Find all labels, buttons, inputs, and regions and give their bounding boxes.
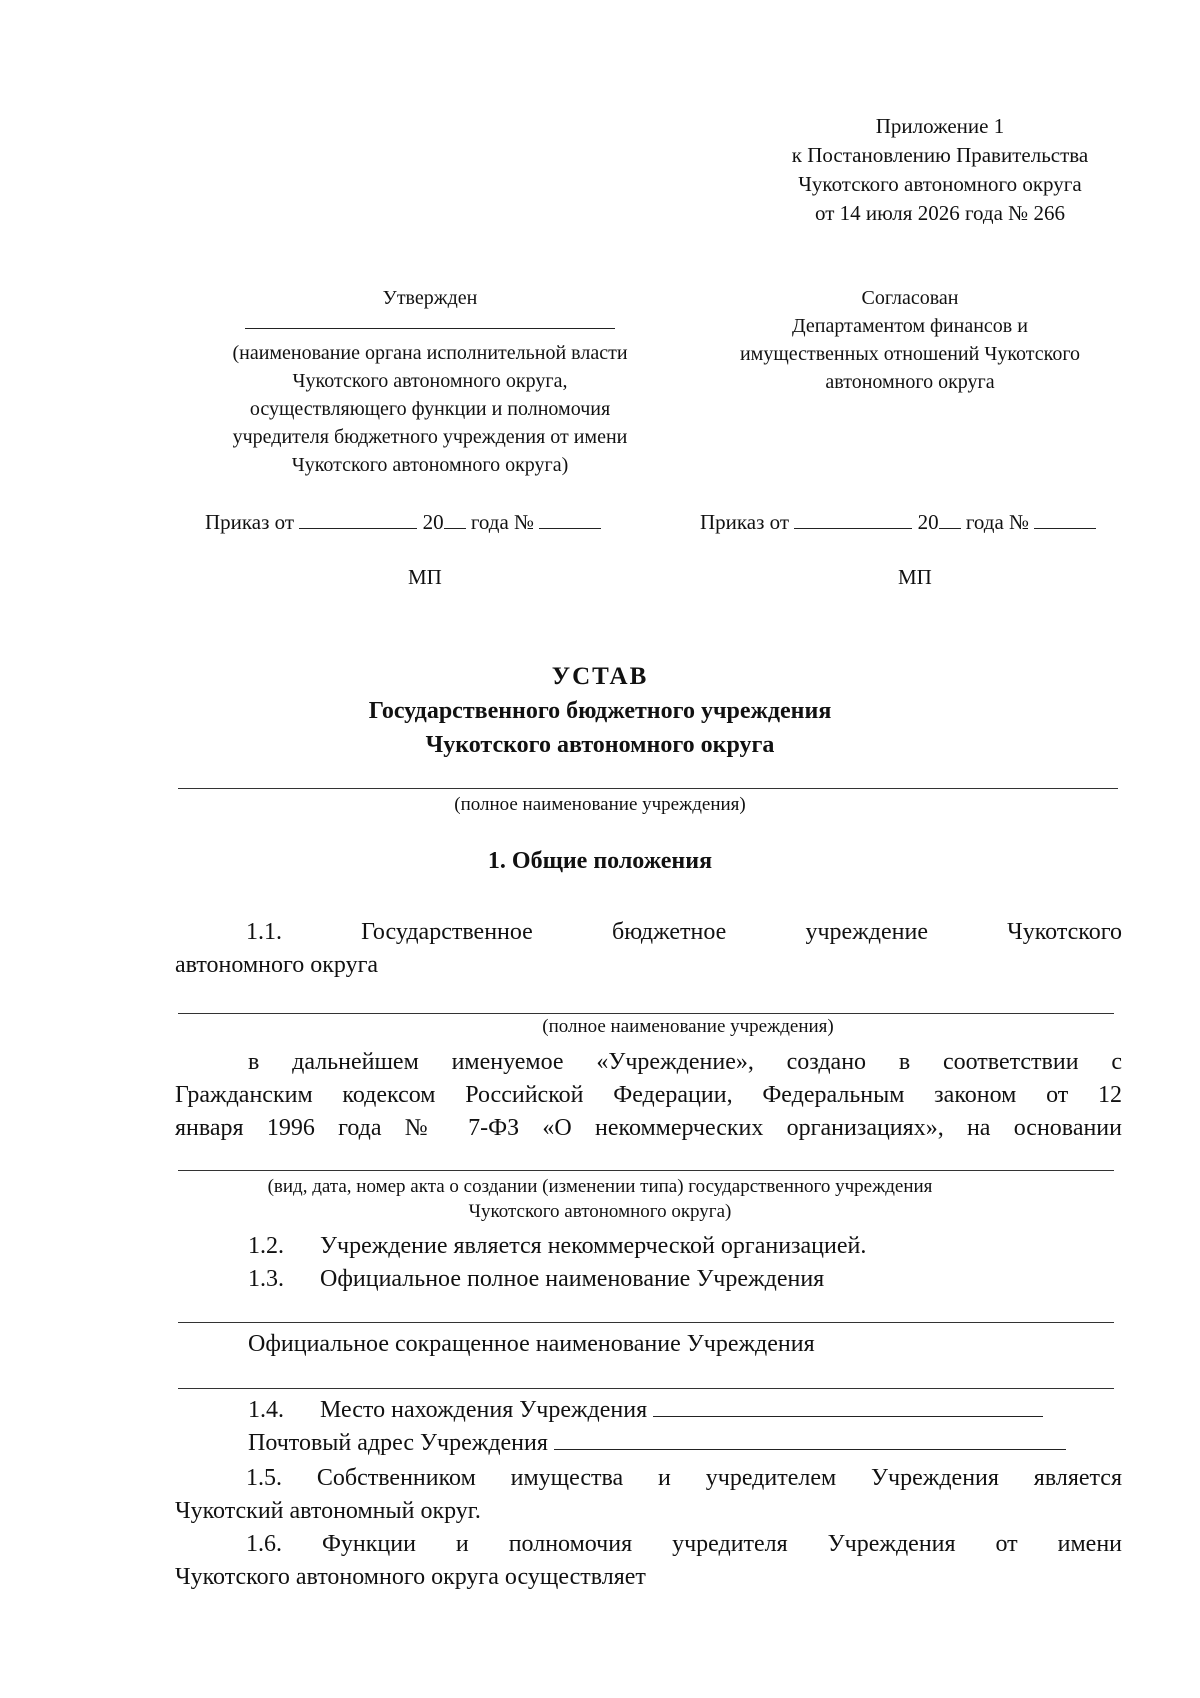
postal-address-blank [554, 1427, 1066, 1450]
order-number-blank [1034, 508, 1096, 529]
clause-1-3-number: 1.3. [248, 1266, 284, 1292]
order-number-blank [539, 508, 601, 529]
clause-1-2-number: 1.2. [248, 1233, 284, 1259]
clause-1-4-number: 1.4. [248, 1397, 284, 1423]
approver-name-blank [245, 312, 615, 329]
clause-1-6-line-1 [178, 1528, 1122, 1561]
order-year-suffix: года № [470, 510, 535, 534]
charter-title [0, 660, 1200, 762]
order-left [205, 508, 601, 535]
clause-1-5-line-1 [178, 1462, 1122, 1495]
appendix-line-2: к Постановлению Правительства [791, 143, 1089, 167]
approved-block [180, 284, 680, 479]
order-year: 20 [917, 510, 939, 534]
clause-1-1-act-hint-1: (вид, дата, номер акта о создании (изменении типа) государственного учреждения [267, 1176, 933, 1197]
order-right [700, 508, 1096, 535]
clause-1-1-cont-2: Гражданским кодексом Российской Федерации, Федеральным законом от 12 [175, 1082, 1122, 1108]
agreed-block [700, 284, 1120, 396]
stamp-right: МП [898, 565, 932, 589]
clause-1-1-cont-1: в дальнейшем именуемое «Учреждение», создано в соответствии с [248, 1049, 1122, 1075]
agreed-line-3: автономного округа [825, 371, 995, 393]
institution-name-rule [178, 788, 1118, 789]
clause-1-1-line-2: автономного округа [175, 952, 379, 978]
clause-1-3-text: Официальное полное наименование Учреждения [320, 1266, 825, 1292]
order-prefix: Приказ от [205, 510, 295, 534]
charter-title-sub-1: Государственного бюджетного учреждения [368, 698, 832, 724]
order-year-suffix: года № [965, 510, 1030, 534]
appendix-line-3: Чукотского автономного округа [798, 172, 1082, 196]
appendix-line-4: от 14 июля 2026 года № 266 [815, 201, 1065, 225]
location-blank [653, 1394, 1043, 1417]
full-name-rule [178, 1322, 1114, 1323]
agreed-line-1: Департаментом финансов и [792, 315, 1028, 337]
appendix-line-1: Приложение 1 [875, 114, 1005, 138]
order-year: 20 [422, 510, 444, 534]
clause-1-1-act-hint-2: Чукотского автономного округа) [468, 1201, 732, 1222]
clause-1-1-name-rule [178, 1013, 1114, 1014]
agreed-heading: Согласован [861, 287, 959, 309]
clause-1-4 [248, 1394, 1043, 1427]
clause-1-1-cont-3: января 1996 года № 7-ФЗ «О некоммерческих организациях», на основании [175, 1115, 1122, 1141]
clause-1-6-text: 1.6. Функции и полномочия учредителя Учреждения от имени [246, 1531, 1122, 1557]
approved-desc-5: Чукотского автономного округа) [291, 454, 569, 476]
charter-title-sub-2: Чукотского автономного округа [425, 732, 775, 758]
charter-title-main: УСТАВ [551, 663, 649, 690]
clause-1-3 [248, 1263, 824, 1296]
institution-name-hint: (полное наименование учреждения) [454, 794, 746, 815]
section-heading: 1. Общие положения [487, 848, 713, 874]
clause-1-2 [248, 1230, 866, 1263]
clause-1-1-text: 1.1. Государственное бюджетное учреждение Чукотского [246, 919, 1122, 945]
approved-desc-3: осуществляющего функции и полномочия [249, 398, 611, 420]
approved-desc-2: Чукотского автономного округа, [292, 370, 568, 392]
order-date-blank [299, 508, 417, 529]
order-date-blank [794, 508, 912, 529]
clause-1-4-postal [248, 1427, 1066, 1460]
order-prefix: Приказ от [700, 510, 790, 534]
clause-1-1-line-1 [178, 916, 1122, 949]
agreed-line-2: имущественных отношений Чукотского [739, 343, 1081, 365]
clause-1-2-text: Учреждение является некоммерческой организацией. [320, 1233, 867, 1259]
clause-1-1-act-rule [178, 1170, 1114, 1171]
clause-1-3-short-name: Официальное сокращенное наименование Учреждения [248, 1331, 815, 1357]
approved-desc-1: (наименование органа исполнительной власти [232, 342, 628, 364]
appendix-header [740, 112, 1140, 228]
clause-1-5-line-2: Чукотский автономный округ. [175, 1498, 481, 1524]
approved-desc-4: учредителя бюджетного учреждения от имени [232, 426, 628, 448]
postal-address-label: Почтовый адрес Учреждения [248, 1430, 548, 1456]
approved-heading: Утвержден [382, 287, 478, 309]
order-year-blank [939, 508, 961, 529]
clause-1-1-hint: (полное наименование учреждения) [542, 1016, 834, 1037]
order-year-blank [444, 508, 466, 529]
stamp-left: МП [408, 565, 442, 589]
clause-1-5-text: 1.5. Собственником имущества и учредителем Учреждения является [246, 1465, 1122, 1491]
clause-1-4-text: Место нахождения Учреждения [320, 1397, 648, 1423]
clause-1-6-line-2: Чукотского автономного округа осуществляет [175, 1564, 646, 1590]
short-name-rule [178, 1388, 1114, 1389]
